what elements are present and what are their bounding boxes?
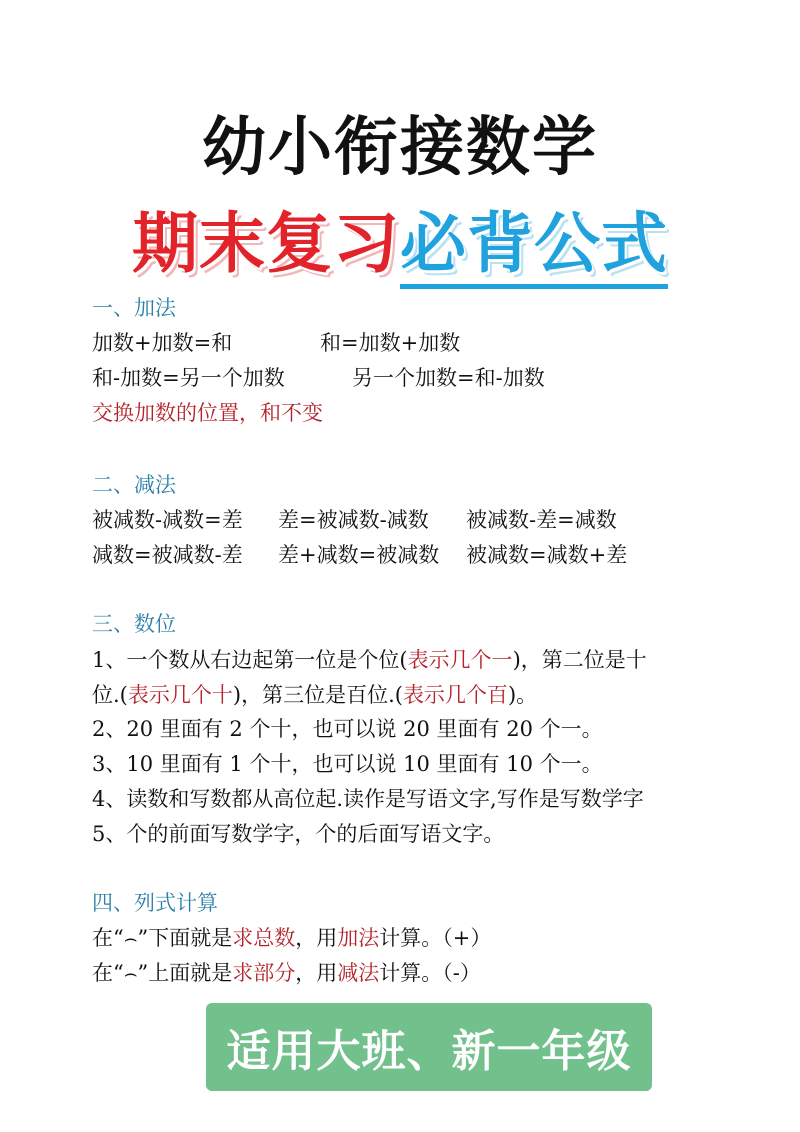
text: 在“⌢”上面就是	[92, 961, 233, 985]
place-value-line	[92, 644, 647, 674]
formula: 减数=被减数-差	[92, 543, 243, 567]
formula: 差=被减数-减数	[278, 508, 429, 532]
formula: 另一个加数=和-加数	[352, 366, 545, 390]
highlight-text: 加法	[337, 926, 380, 950]
section-heading-subtraction: 二、减法	[92, 473, 176, 497]
formula: 加数+加数=和	[92, 331, 233, 355]
text: )，第二位是十	[512, 648, 647, 672]
text: 位.(	[92, 683, 128, 707]
grade-badge-label: 适用大班、新一年级	[226, 1026, 632, 1077]
highlight-text: 表示几个十	[127, 683, 233, 707]
page-subtitle	[0, 190, 800, 285]
section-heading-place-value: 三、数位	[92, 612, 176, 636]
place-value-line	[92, 679, 537, 709]
subtitle-blue-part: 必背公式	[400, 205, 668, 289]
grade-badge	[206, 1003, 652, 1091]
place-value-line: 4、读数和写数都从高位起.读作是写语文字,写作是写数学字	[92, 787, 644, 811]
formula: 差+减数=被减数	[278, 543, 440, 567]
formula: 被减数-减数=差	[92, 508, 243, 532]
place-value-line: 2、20 里面有 2 个十，也可以说 20 里面有 20 个一。	[92, 717, 603, 741]
column-calc-line	[92, 957, 481, 987]
highlight-text: 减法	[337, 961, 380, 985]
column-calc-line	[92, 922, 491, 952]
section-heading-column-calc: 四、列式计算	[92, 891, 218, 915]
section-heading-addition: 一、加法	[92, 296, 176, 320]
text: 计算。（+）	[379, 926, 492, 950]
text: )。	[507, 683, 538, 707]
highlight-text: 表示几个百	[402, 683, 508, 707]
formula: 和=加数+加数	[320, 331, 461, 355]
highlight-text: 求部分	[232, 961, 296, 985]
highlight-text: 表示几个一	[407, 648, 513, 672]
text: 计算。（-）	[379, 961, 481, 985]
text: 在“⌢”下面就是	[92, 926, 233, 950]
formula: 被减数-差=减数	[466, 508, 617, 532]
text: 1、一个数从右边起第一位是个位(	[92, 648, 408, 672]
formula: 和-加数=另一个加数	[92, 366, 285, 390]
text: ，用	[295, 926, 338, 950]
formula: 被减数=减数+差	[466, 543, 628, 567]
place-value-line: 5、个的前面写数学字，个的后面写语文字。	[92, 822, 505, 846]
page-title: 幼小衔接数学	[202, 111, 598, 185]
subtitle-red-part: 期末复习	[132, 205, 400, 282]
text: )，第三位是百位.(	[232, 683, 403, 707]
addition-rule-note: 交换加数的位置，和不变	[92, 401, 323, 425]
highlight-text: 求总数	[232, 926, 296, 950]
text: ，用	[295, 961, 338, 985]
place-value-line: 3、10 里面有 1 个十，也可以说 10 里面有 10 个一。	[92, 752, 603, 776]
